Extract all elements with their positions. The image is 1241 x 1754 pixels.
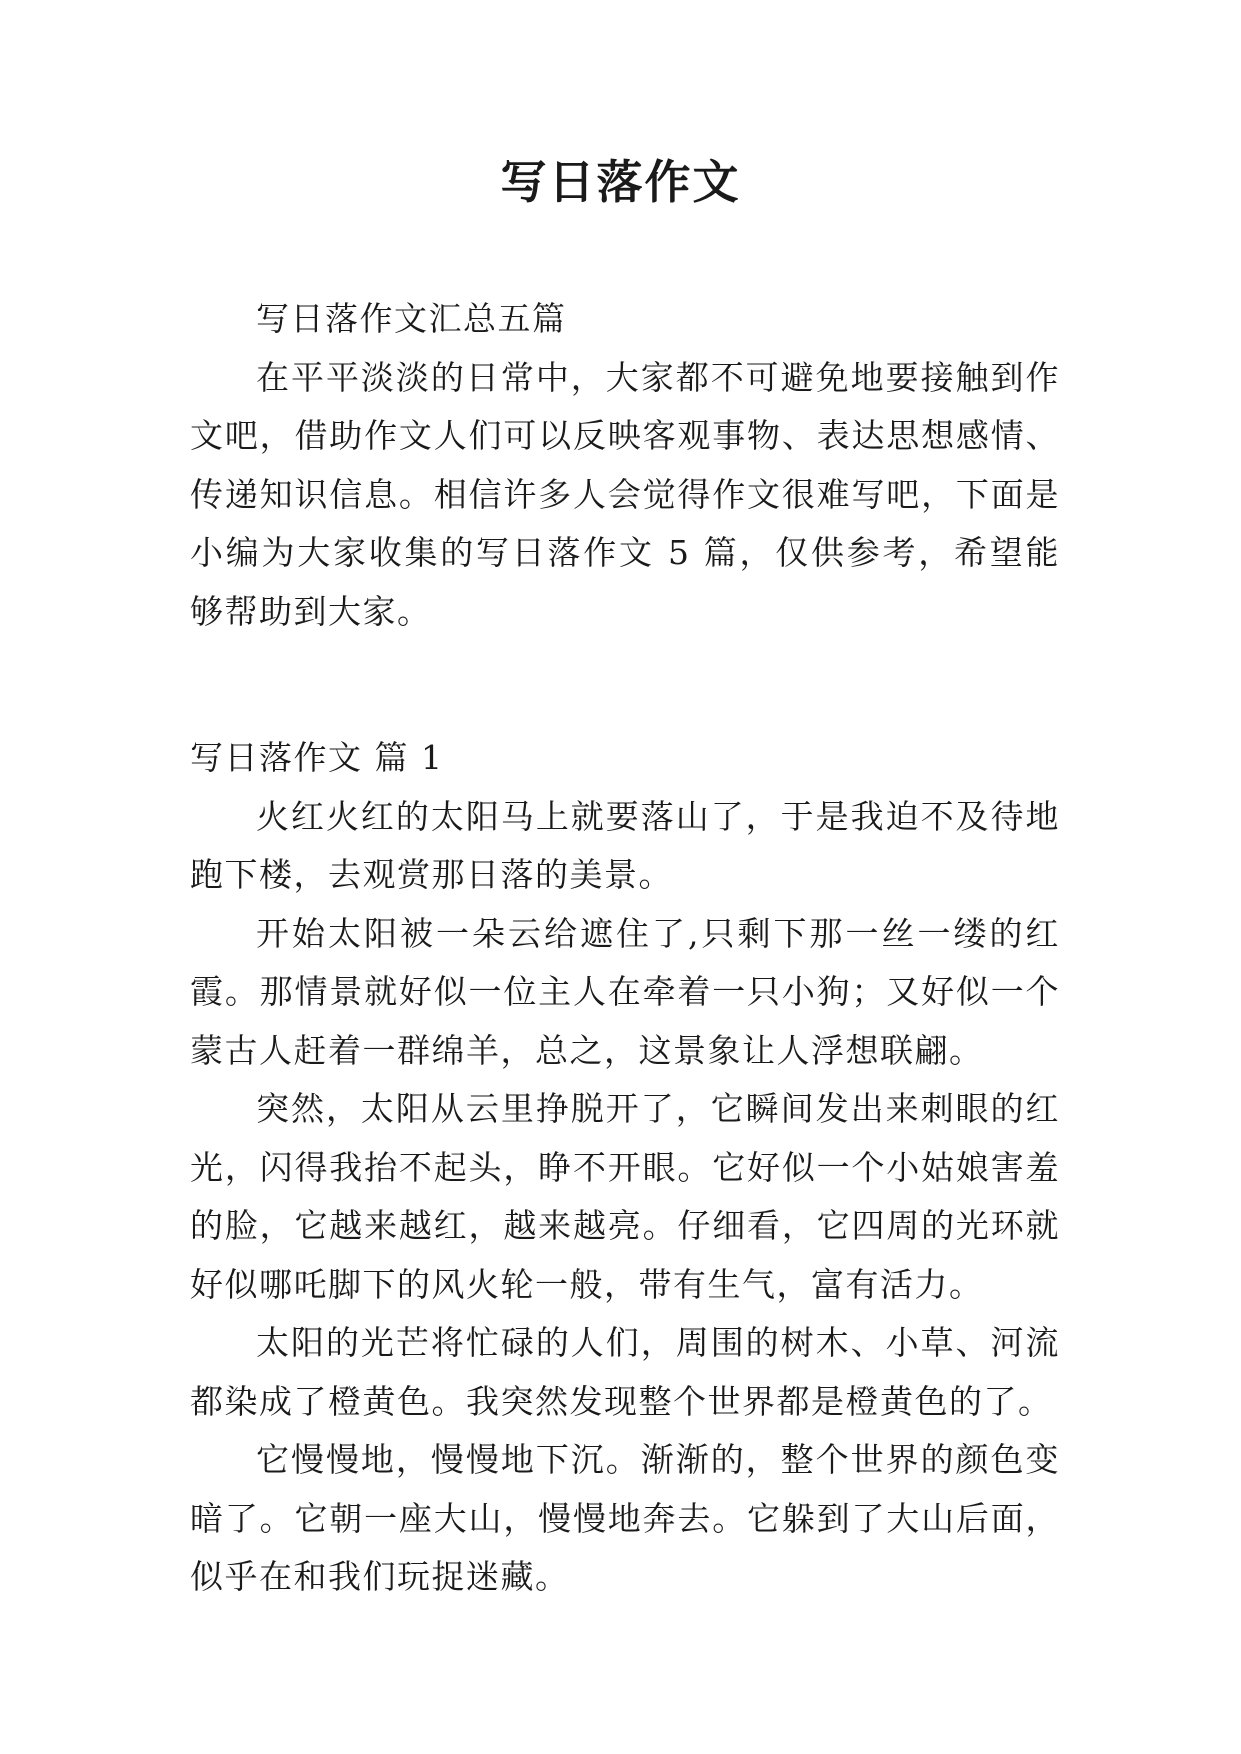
intro-paragraph: 在平平淡淡的日常中，大家都不可避免地要接触到作文吧，借助作文人们可以反映客观事物、表达思想感情、传递知识信息。相信许多人会觉得作文很难写吧，下面是小编为大家收集的写日落作文 5 篇，仅供参考，希望能够帮助到大家。 xyxy=(190,357,1060,631)
body-paragraph: 太阳的光芒将忙碌的人们，周围的树木、小草、河流都染成了橙黄色。我突然发现整个世界都是橙黄色的了。 xyxy=(190,1323,1060,1421)
summary-heading: 写日落作文汇总五篇 xyxy=(256,299,567,338)
body-paragraph: 开始太阳被一朵云给遮住了,只剩下那一丝一缕的红霞。那情景就好似一位主人在牵着一只小狗；又好似一个蒙古人赶着一群绵羊，总之，这景象让人浮想联翩。 xyxy=(190,913,1060,1070)
body-paragraph: 突然，太阳从云里挣脱开了，它瞬间发出来刺眼的红光，闪得我抬不起头，睁不开眼。它好似一个小姑娘害羞的脸，它越来越红，越来越亮。仔细看，它四周的光环就好似哪吒脚下的风火轮一般，带有生气，富有活力。 xyxy=(190,1089,1060,1304)
document-title: 写日落作文 xyxy=(500,155,741,209)
section-heading: 写日落作文 篇 1 xyxy=(190,738,444,777)
body-paragraph: 它慢慢地，慢慢地下沉。渐渐的，整个世界的颜色变暗了。它朝一座大山，慢慢地奔去。它躲到了大山后面，似乎在和我们玩捉迷藏。 xyxy=(190,1440,1060,1596)
section-spacer xyxy=(190,641,1060,729)
document-body xyxy=(190,290,1060,1607)
body-paragraph: 火红火红的太阳马上就要落山了，于是我迫不及待地跑下楼，去观赏那日落的美景。 xyxy=(190,796,1060,894)
